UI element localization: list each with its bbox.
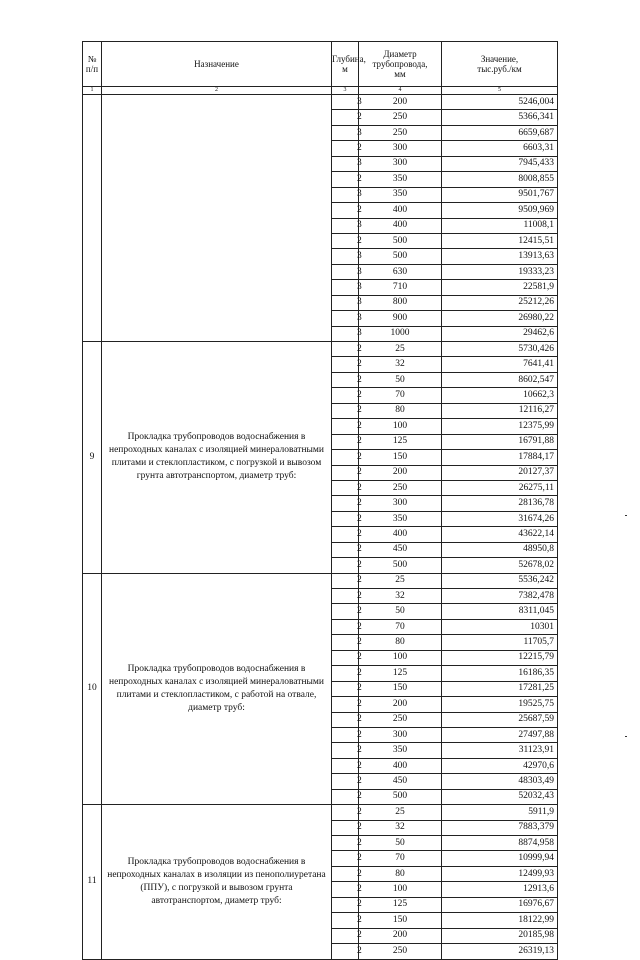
depth-cell: 2 [332, 650, 359, 665]
diameter-cell: 70 [359, 619, 442, 634]
value-cell: 7945,433 [442, 156, 558, 171]
rates-table [82, 41, 558, 960]
depth-cell: 2 [332, 712, 359, 727]
diameter-cell: 32 [359, 589, 442, 604]
diameter-cell: 100 [359, 650, 442, 665]
value-cell: 28136,78 [442, 496, 558, 511]
depth-cell: 2 [332, 434, 359, 449]
diameter-cell: 125 [359, 434, 442, 449]
diameter-cell: 350 [359, 172, 442, 187]
depth-cell: 2 [332, 619, 359, 634]
value-cell: 10999,94 [442, 851, 558, 866]
header-depth-label: Глубина, м [332, 54, 366, 74]
value-cell: 6603,31 [442, 141, 558, 156]
depth-cell: 2 [332, 727, 359, 742]
depth-cell: 2 [332, 928, 359, 943]
header-depth [332, 42, 366, 87]
depth-cell: 2 [332, 480, 359, 495]
depth-cell: 2 [332, 527, 359, 542]
diameter-cell: 500 [359, 558, 442, 573]
header-no [83, 42, 102, 87]
value-cell: 16186,35 [442, 666, 558, 681]
diameter-cell: 80 [359, 866, 442, 881]
value-cell: 48303,49 [442, 774, 558, 789]
depth-cell: 2 [332, 203, 359, 218]
header-purpose: Назначение [102, 42, 332, 87]
diameter-cell: 450 [359, 542, 442, 557]
diameter-cell: 200 [359, 697, 442, 712]
value-cell: 26275,11 [442, 480, 558, 495]
depth-cell: 2 [332, 110, 359, 125]
purpose-cell: Прокладка трубопроводов водоснабжения в непроходных каналах с изоляцией минераловатными плитами и стеклопластиком, с работой на отвале, диаметр труб: [102, 573, 332, 805]
depth-cell: 2 [332, 774, 359, 789]
header-diameter [359, 42, 442, 87]
value-cell: 9509,969 [442, 203, 558, 218]
diameter-cell: 150 [359, 681, 442, 696]
depth-cell: 3 [332, 326, 359, 341]
depth-cell: 2 [332, 635, 359, 650]
diameter-cell: 900 [359, 311, 442, 326]
value-cell: 7641,41 [442, 357, 558, 372]
depth-cell: 2 [332, 913, 359, 928]
depth-cell: 2 [332, 573, 359, 588]
diameter-cell: 350 [359, 511, 442, 526]
value-cell: 12215,79 [442, 650, 558, 665]
depth-cell: 2 [332, 388, 359, 403]
diameter-cell: 250 [359, 944, 442, 959]
item-number-cell [83, 95, 102, 342]
value-cell: 5366,341 [442, 110, 558, 125]
value-cell: 20127,37 [442, 465, 558, 480]
diameter-cell: 80 [359, 403, 442, 418]
value-cell: 12913,6 [442, 882, 558, 897]
item-number-cell: 9 [83, 342, 102, 574]
diameter-cell: 450 [359, 774, 442, 789]
depth-cell: 3 [332, 311, 359, 326]
depth-cell: 3 [332, 125, 359, 140]
value-cell: 26319,13 [442, 944, 558, 959]
diameter-cell: 800 [359, 295, 442, 310]
value-cell: 12415,51 [442, 233, 558, 248]
diameter-cell: 50 [359, 836, 442, 851]
diameter-cell: 500 [359, 789, 442, 804]
purpose-cell [102, 95, 332, 342]
column-number: 5 [442, 87, 558, 95]
diameter-cell: 32 [359, 357, 442, 372]
value-cell: 5246,004 [442, 95, 558, 110]
diameter-cell: 710 [359, 280, 442, 295]
diameter-cell: 100 [359, 882, 442, 897]
table-row [83, 573, 558, 588]
diameter-cell: 200 [359, 928, 442, 943]
value-cell: 5536,242 [442, 573, 558, 588]
diameter-cell: 400 [359, 203, 442, 218]
value-cell: 8311,045 [442, 604, 558, 619]
value-cell: 9501,767 [442, 187, 558, 202]
depth-cell: 3 [332, 264, 359, 279]
value-cell: 31674,26 [442, 511, 558, 526]
depth-cell: 2 [332, 419, 359, 434]
value-cell: 7382,478 [442, 589, 558, 604]
depth-cell: 2 [332, 820, 359, 835]
diameter-cell: 150 [359, 450, 442, 465]
diameter-cell: 350 [359, 743, 442, 758]
depth-cell: 3 [332, 218, 359, 233]
depth-cell: 2 [332, 866, 359, 881]
item-number-cell: 11 [83, 805, 102, 959]
depth-cell: 2 [332, 836, 359, 851]
value-cell: 8874,958 [442, 836, 558, 851]
purpose-cell: Прокладка трубопроводов водоснабжения в непроходных каналах с изоляцией минераловатными плитами и стеклопластиком, с погрузкой и вывозом грунта автотранспортом, диаметр труб: [102, 342, 332, 574]
depth-cell: 2 [332, 681, 359, 696]
depth-cell: 2 [332, 558, 359, 573]
depth-cell: 2 [332, 496, 359, 511]
item-number-cell: 10 [83, 573, 102, 805]
value-cell: 8008,855 [442, 172, 558, 187]
diameter-cell: 25 [359, 805, 442, 820]
diameter-cell: 250 [359, 480, 442, 495]
value-cell: 16791,88 [442, 434, 558, 449]
diameter-cell: 500 [359, 249, 442, 264]
depth-cell: 2 [332, 666, 359, 681]
diameter-cell: 125 [359, 666, 442, 681]
value-cell: 31123,91 [442, 743, 558, 758]
value-cell: 13913,63 [442, 249, 558, 264]
depth-cell: 2 [332, 450, 359, 465]
header-row [83, 42, 558, 87]
depth-cell: 2 [332, 542, 359, 557]
diameter-cell: 25 [359, 342, 442, 357]
depth-cell: 2 [332, 372, 359, 387]
diameter-cell: 300 [359, 141, 442, 156]
value-cell: 22581,9 [442, 280, 558, 295]
header-value-label: Значение, тыс.руб./км [477, 54, 522, 74]
diameter-cell: 50 [359, 372, 442, 387]
depth-cell: 3 [332, 187, 359, 202]
value-cell: 12499,93 [442, 866, 558, 881]
depth-cell: 2 [332, 589, 359, 604]
depth-cell: 2 [332, 789, 359, 804]
table-row [83, 95, 558, 110]
value-cell: 26980,22 [442, 311, 558, 326]
diameter-cell: 100 [359, 419, 442, 434]
value-cell: 19333,23 [442, 264, 558, 279]
diameter-cell: 300 [359, 496, 442, 511]
diameter-cell: 300 [359, 727, 442, 742]
value-cell: 42970,6 [442, 758, 558, 773]
depth-cell: 2 [332, 172, 359, 187]
column-number: 2 [102, 87, 332, 95]
diameter-cell: 70 [359, 388, 442, 403]
depth-cell: 2 [332, 342, 359, 357]
diameter-cell: 25 [359, 573, 442, 588]
diameter-cell: 70 [359, 851, 442, 866]
diameter-cell: 80 [359, 635, 442, 650]
depth-cell: 2 [332, 882, 359, 897]
column-number: 4 [359, 87, 442, 95]
value-cell: 48950,8 [442, 542, 558, 557]
depth-cell: 2 [332, 604, 359, 619]
depth-cell: 2 [332, 758, 359, 773]
header-value [442, 42, 558, 87]
margin-mark [625, 515, 627, 516]
depth-cell: 3 [332, 295, 359, 310]
value-cell: 11705,7 [442, 635, 558, 650]
diameter-cell: 250 [359, 712, 442, 727]
diameter-cell: 32 [359, 820, 442, 835]
table-row [83, 805, 558, 820]
depth-cell: 2 [332, 465, 359, 480]
diameter-cell: 250 [359, 110, 442, 125]
value-cell: 19525,75 [442, 697, 558, 712]
purpose-cell: Прокладка трубопроводов водоснабжения в непроходных каналах в изоляции из пенополиуретана (ППУ), с погрузкой и вывозом грунта автотранспортом, диаметр труб: [102, 805, 332, 959]
diameter-cell: 630 [359, 264, 442, 279]
header-no-label: № п/п [85, 54, 99, 74]
value-cell: 25212,26 [442, 295, 558, 310]
column-number: 1 [83, 87, 102, 95]
column-number-row [83, 87, 558, 95]
value-cell: 18122,99 [442, 913, 558, 928]
diameter-cell: 400 [359, 527, 442, 542]
depth-cell: 3 [332, 249, 359, 264]
depth-cell: 2 [332, 743, 359, 758]
value-cell: 17884,17 [442, 450, 558, 465]
value-cell: 7883,379 [442, 820, 558, 835]
diameter-cell: 500 [359, 233, 442, 248]
column-number: 3 [332, 87, 359, 95]
diameter-cell: 300 [359, 156, 442, 171]
diameter-cell: 150 [359, 913, 442, 928]
depth-cell: 3 [332, 156, 359, 171]
value-cell: 27497,88 [442, 727, 558, 742]
depth-cell: 2 [332, 897, 359, 912]
header-diameter-label: Диаметр трубопровода, мм [372, 49, 428, 79]
value-cell: 17281,25 [442, 681, 558, 696]
depth-cell: 2 [332, 357, 359, 372]
depth-cell: 2 [332, 511, 359, 526]
value-cell: 5911,9 [442, 805, 558, 820]
diameter-cell: 400 [359, 758, 442, 773]
depth-cell: 2 [332, 233, 359, 248]
depth-cell: 2 [332, 851, 359, 866]
value-cell: 43622,14 [442, 527, 558, 542]
value-cell: 8602,547 [442, 372, 558, 387]
value-cell: 10301 [442, 619, 558, 634]
depth-cell: 3 [332, 95, 359, 110]
depth-cell: 2 [332, 141, 359, 156]
value-cell: 11008,1 [442, 218, 558, 233]
diameter-cell: 200 [359, 465, 442, 480]
value-cell: 29462,6 [442, 326, 558, 341]
depth-cell: 3 [332, 280, 359, 295]
diameter-cell: 250 [359, 125, 442, 140]
value-cell: 52032,43 [442, 789, 558, 804]
table-body [83, 95, 558, 960]
diameter-cell: 200 [359, 95, 442, 110]
diameter-cell: 50 [359, 604, 442, 619]
diameter-cell: 125 [359, 897, 442, 912]
diameter-cell: 350 [359, 187, 442, 202]
value-cell: 5730,426 [442, 342, 558, 357]
value-cell: 16976,67 [442, 897, 558, 912]
diameter-cell: 400 [359, 218, 442, 233]
value-cell: 12375,99 [442, 419, 558, 434]
depth-cell: 2 [332, 697, 359, 712]
value-cell: 12116,27 [442, 403, 558, 418]
margin-mark [625, 736, 627, 737]
value-cell: 6659,687 [442, 125, 558, 140]
value-cell: 10662,3 [442, 388, 558, 403]
depth-cell: 2 [332, 805, 359, 820]
table-row [83, 342, 558, 357]
value-cell: 25687,59 [442, 712, 558, 727]
value-cell: 20185,98 [442, 928, 558, 943]
value-cell: 52678,02 [442, 558, 558, 573]
depth-cell: 2 [332, 944, 359, 959]
depth-cell: 2 [332, 403, 359, 418]
diameter-cell: 1000 [359, 326, 442, 341]
